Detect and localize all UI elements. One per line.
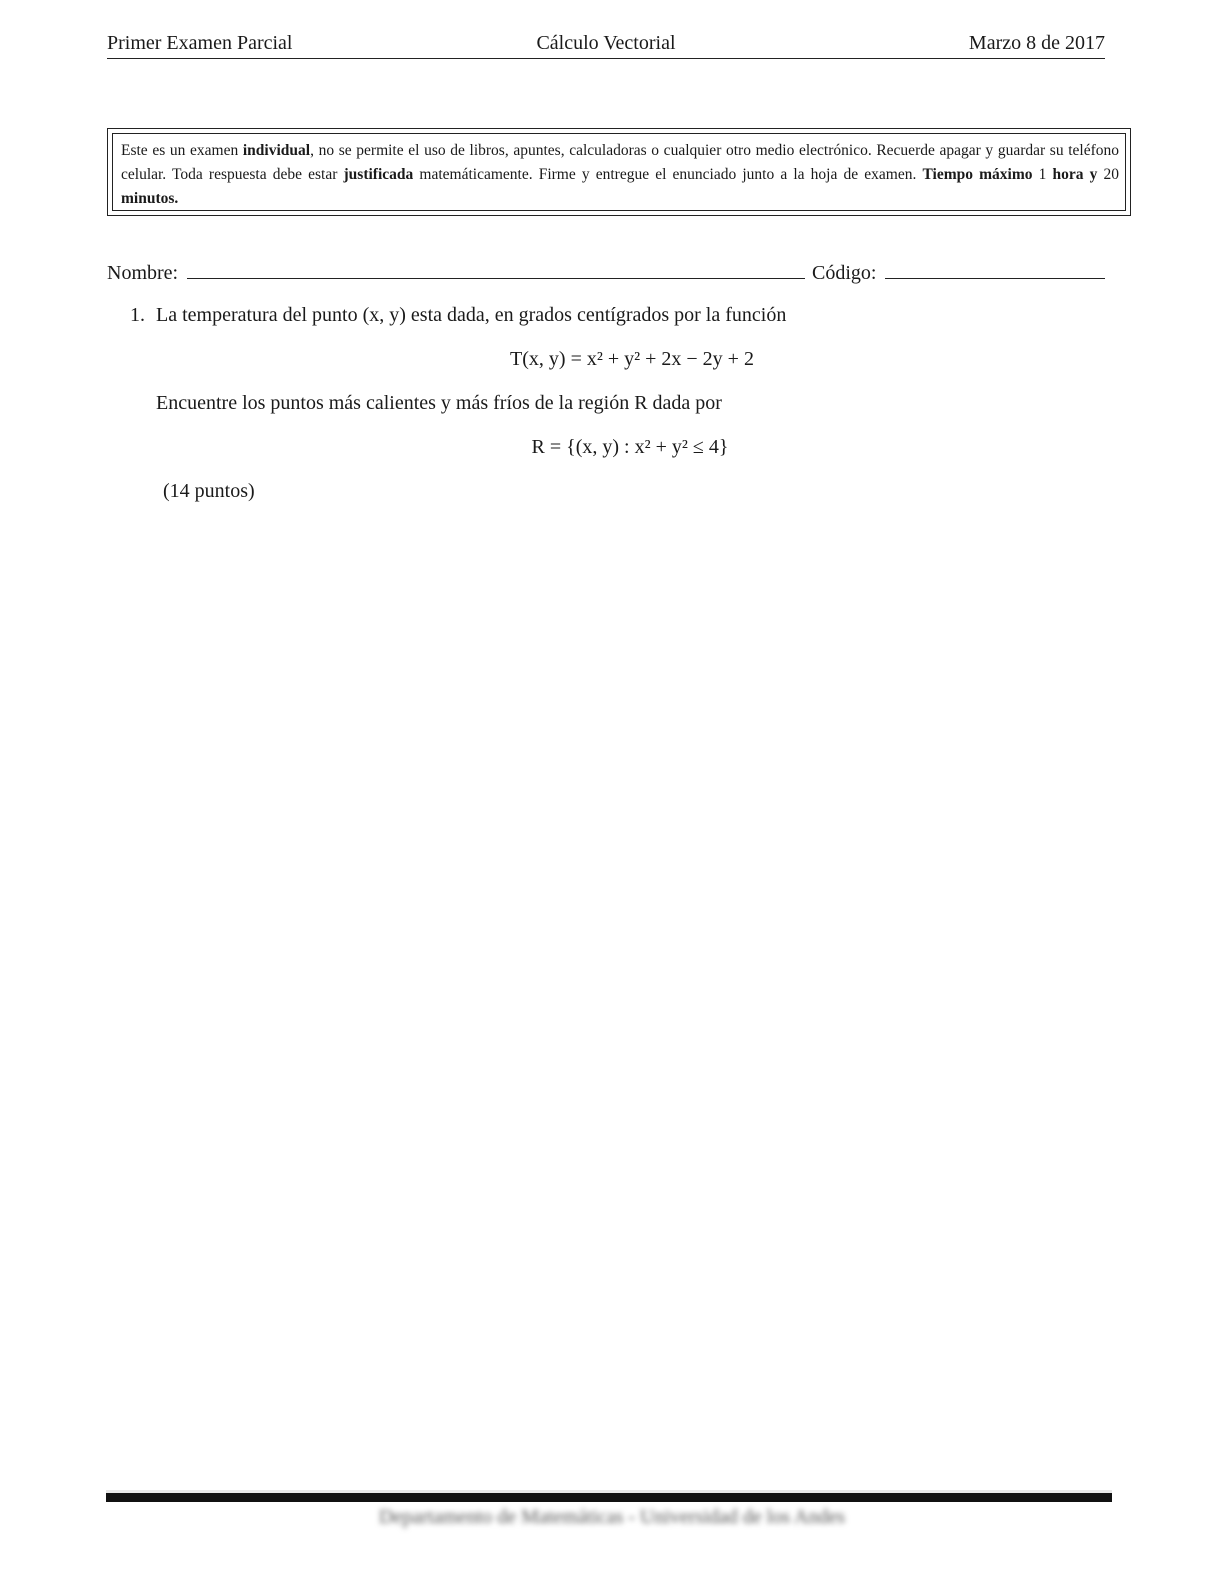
instructions-bold: individual — [242, 142, 311, 159]
problem-question: Encuentre los puntos más calientes y más fríos de la región R dada por — [156, 392, 722, 414]
code-field[interactable] — [885, 278, 1105, 279]
instructions-text — [112, 133, 1126, 211]
problem-number: 1. — [130, 304, 145, 326]
student-info-row — [107, 262, 1105, 286]
instructions-part: 1 — [1032, 166, 1053, 183]
instructions-bold: minutos. — [121, 190, 179, 207]
footer-rule — [106, 1493, 1112, 1502]
instructions-part: matemáticamente. Firme y entregue el enunciado junto a la hoja de examen. — [413, 166, 923, 183]
region-equation: R = {(x, y) : x² + y² ≤ 4} — [531, 436, 729, 458]
instructions-bold: justificada — [343, 166, 414, 183]
instructions-part: 20 — [1097, 166, 1120, 183]
instructions-bold: Tiempo máximo — [922, 166, 1033, 183]
problem-statement: La temperatura del punto (x, y) esta dada, en grados centígrados por la función — [156, 304, 787, 326]
temperature-equation: T(x, y) = x² + y² + 2x − 2y + 2 — [510, 348, 754, 370]
exam-date: Marzo 8 de 2017 — [968, 32, 1105, 54]
name-field[interactable] — [187, 278, 805, 279]
exam-title: Primer Examen Parcial — [107, 32, 293, 54]
page-header — [107, 32, 1105, 59]
instructions-part: Este es un examen — [121, 142, 243, 159]
footer-text: Departamento de Matemáticas - Universidad de los Andes — [379, 1506, 845, 1528]
code-label: Código: — [812, 262, 877, 284]
problem-points: (14 puntos) — [163, 480, 255, 502]
instructions-box — [107, 128, 1131, 216]
instructions-part: , no se permite el uso de libros, apuntes, calculadoras o cualquier otro medio electrónico. Recuerde apagar y guardar su teléfono celular. Toda respuesta debe estar — [121, 142, 1119, 183]
instructions-bold: hora y — [1052, 166, 1098, 183]
name-label: Nombre: — [107, 262, 179, 284]
course-name: Cálculo Vectorial — [536, 32, 676, 54]
